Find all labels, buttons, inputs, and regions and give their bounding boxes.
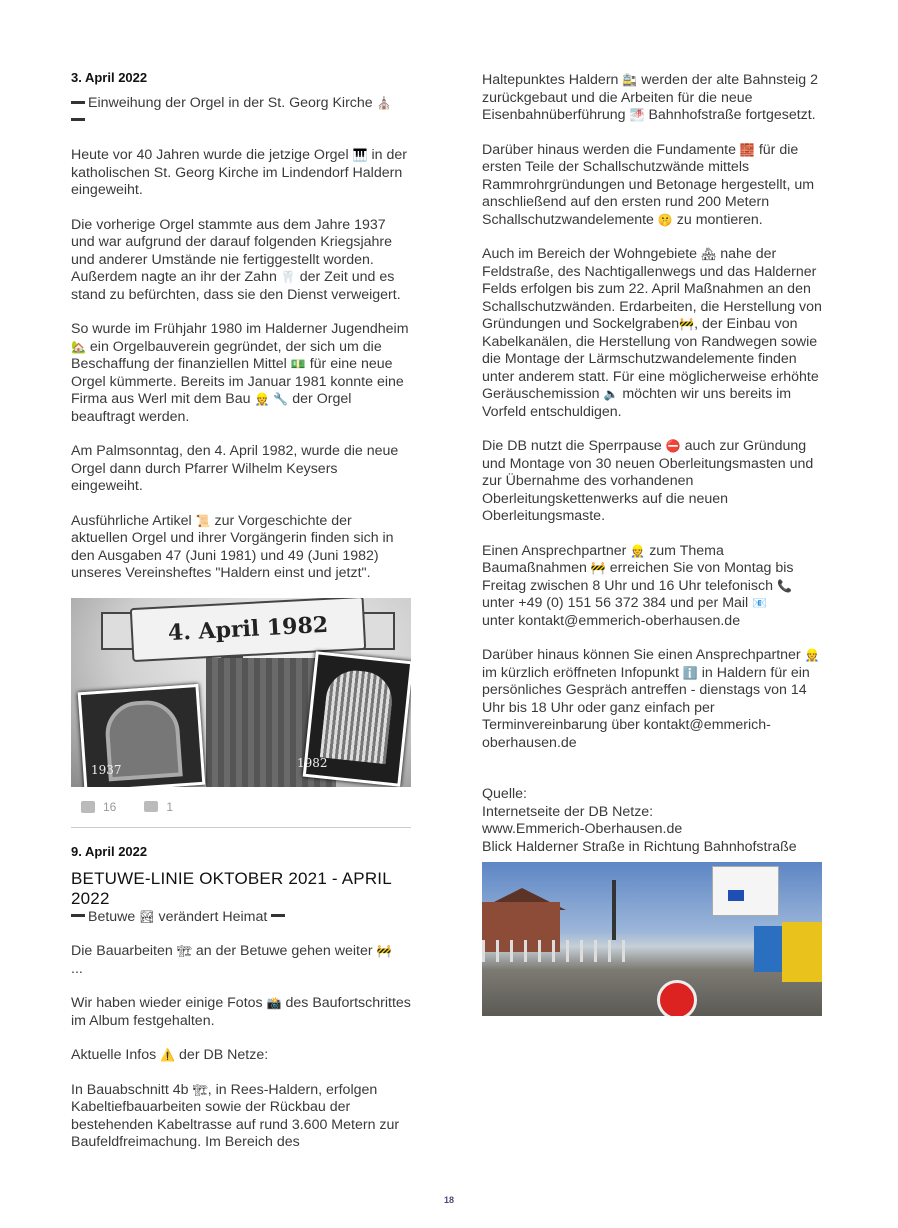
crane-icon: 🏗 <box>176 944 192 958</box>
warning-icon: ⚠️ <box>160 1048 176 1062</box>
organ-paragraph-5: Ausführliche Artikel 📜 zur Vorgeschichte der aktuellen Orgel und ihrer Vorgängerin finden sich in den Ausgaben 47 (Juni 1981) und 49 (Juni 1982) unseres Vereinsheftes "Haldern einst und jetzt". <box>71 512 394 581</box>
no-entry-icon: ⛔ <box>665 439 681 453</box>
organ-paragraph-2: Die vorherige Orgel stammte aus dem Jahre 1937 und war aufgrund der darauf folgenden Kriegsjahre und anderer Umstände nie fertiggestellt worden. Außerdem nagte an ihr der Zahn 🦷 der Zeit und es stand zu befürchten, dass sie den Dienst verweigert. <box>71 216 401 303</box>
houses-icon: 🏘 <box>701 247 717 261</box>
organ-collage-image[interactable] <box>71 598 411 787</box>
collage-year-left: 1937 <box>91 762 122 777</box>
dash-icon <box>71 118 85 121</box>
right-column <box>482 72 824 1016</box>
shush-icon: 🤫 <box>657 212 673 227</box>
contact-email: unter kontakt@emmerich-oberhausen.de <box>482 612 741 629</box>
bridge-icon: 🌁 <box>629 108 645 122</box>
betuwe-paragraph-3: Aktuelle Infos ⚠️ der DB Netze: <box>71 1047 269 1063</box>
organ-intro: Einweihung der Orgel in der St. Georg Kirche ⛪ <box>71 95 411 130</box>
right-paragraph-5: Einen Ansprechpartner 👷 zum Thema Baumaßnahmen 🚧 erreichen Sie von Montag bis Freitag zwischen 8 Uhr und 16 Uhr telefonisch 📞 unter +49 (0) 151 56 372 384 und per Mail 📧 unter kontakt@emmerich-oberhausen.de <box>482 542 794 629</box>
worker-icon: 👷 <box>630 543 646 558</box>
collage-banner: 4. April 1982 <box>130 598 367 662</box>
speaker-icon: 🔈 <box>603 387 619 401</box>
money-icon: 💵 <box>290 357 306 371</box>
worker-icon: 👷 <box>254 392 270 406</box>
house-icon: 🏡 <box>71 339 86 354</box>
right-paragraph-4: Die DB nutzt die Sperrpause ⛔ auch zur Gründung und Montage von 30 neuen Oberleitungsmasten und zur Übernahme des vorhandenen Oberleitungskettenwerks auf die neuen Oberleitungsmaste. <box>482 438 814 524</box>
construction-photo[interactable] <box>482 862 822 1016</box>
betuwe-headline: BETUWE-LINIE OKTOBER 2021 - APRIL 2022 <box>71 868 392 908</box>
right-paragraph-6: Darüber hinaus können Sie einen Ansprechpartner 👷 im kürzlich eröffneten Infopunkt ℹ️ in Haldern für ein persönliches Gespräch antreffen - dienstags von 14 Uhr bis 18 Uhr oder ganz einfach per Terminvereinbarung über kontakt@emmerich-oberhausen.de <box>482 647 820 751</box>
keyboard-icon: 🎹 <box>352 148 368 162</box>
wrench-icon: 🔧 <box>273 392 289 406</box>
reactions-bar <box>71 787 411 828</box>
scroll-icon: 📜 <box>195 513 211 528</box>
construction-icon: 🚧 <box>590 561 606 575</box>
comment-count: 1 <box>166 799 174 814</box>
construction-icon: 🚧 <box>376 944 392 958</box>
info-icon: ℹ️ <box>682 665 698 680</box>
betuwe-subtitle: Betuwe 🏞 verändert Heimat <box>71 909 411 927</box>
station-icon: 🚉 <box>622 73 638 87</box>
comment-icon[interactable] <box>144 801 158 812</box>
thumbs-up-icon[interactable] <box>81 801 95 813</box>
worker-icon: 👷 <box>804 648 820 662</box>
organ-paragraph-1: Heute vor 40 Jahren wurde die jetzige Orgel 🎹 in der katholischen St. Georg Kirche im Lindendorf Haldern eingeweiht. <box>71 147 407 198</box>
post-date-1: 3. April 2022 <box>71 70 148 85</box>
left-column <box>71 70 411 1169</box>
church-icon: ⛪ <box>376 96 392 110</box>
right-paragraph-2: Darüber hinaus werden die Fundamente 🧱 für die ersten Teile der Schallschutzwände mittels Rammrohrgründungen und Betonage hergestellt, um anschließend auf den ersten rund 200 Metern Schallschutzwandelemente 🤫 zu montieren. <box>482 141 815 228</box>
dash-icon <box>71 101 85 104</box>
dash-icon <box>271 914 285 917</box>
post-date-2: 9. April 2022 <box>71 843 148 859</box>
source-block: Quelle: Internetseite der DB Netze: www.Emmerich-Oberhausen.de Blick Halderner Straße in Richtung Bahnhofstraße <box>482 786 797 855</box>
tooth-icon: 🦷 <box>280 270 296 284</box>
landscape-icon: 🏞 <box>139 909 155 924</box>
collage-year-right: 1982 <box>297 755 328 770</box>
right-paragraph-1: Haltepunktes Haldern 🚉 werden der alte Bahnsteig 2 zurückgebaut und die Arbeiten für die neue Eisenbahnüberführung 🌁 Bahnhofstraße fortgesetzt. <box>482 72 818 123</box>
construction-icon: 🚧 <box>679 317 695 331</box>
crane-icon: 🏗 <box>192 1082 208 1097</box>
brick-icon: 🧱 <box>739 142 755 157</box>
phone-icon: 📞 <box>776 578 792 593</box>
page-number: 18 <box>443 1195 454 1205</box>
dash-icon <box>71 914 85 917</box>
mail-icon: 📧 <box>752 596 768 610</box>
camera-icon: 📸 <box>266 996 282 1010</box>
betuwe-paragraph-4: In Bauabschnitt 4b 🏗, in Rees-Haldern, erfolgen Kabeltiefbauarbeiten sowie der Rückbau der bestehenden Kabeltrasse auf rund 3.600 Metern zur Baufeldfreimachung. Im Bereich des <box>71 1081 400 1150</box>
like-count: 16 <box>103 799 117 814</box>
betuwe-paragraph-2: Wir haben wieder einige Fotos 📸 des Baufortschrittes im Album festgehalten. <box>71 995 411 1029</box>
right-paragraph-3: Auch im Bereich der Wohngebiete 🏘 nahe der Feldstraße, des Nachtigallenwegs und das Halderner Felds erfolgen bis zum 22. April Maßnahmen an den Schallschutzwänden. Erdarbeiten, die Herstellung von Gründungen und Sockelgraben🚧, der Einbau von Kabelkanälen, die Herstellung von Randwegen sowie die Montage der Lärmschutzwandelemente finden unter anderem statt. Für eine möglicherweise erhöhte Geräuschemission 🔈 möchten wir uns bereits im Vorfeld entschuldigen. <box>482 246 822 420</box>
organ-paragraph-3: So wurde im Frühjahr 1980 im Halderner Jugendheim 🏡 ein Orgelbauverein gegründet, der sich um die Beschaffung der finanziellen Mittel 💵 für eine neue Orgel kümmerte. Bereits im Januar 1981 konnte eine Firma aus Werl mit dem Bau 👷 🔧 der Orgel beauftragt werden. <box>71 321 409 425</box>
organ-paragraph-4: Am Palmsonntag, den 4. April 1982, wurde die neue Orgel dann durch Pfarrer Wilhelm Keysers eingeweiht. <box>71 443 399 494</box>
betuwe-paragraph-1: Die Bauarbeiten 🏗 an der Betuwe gehen weiter 🚧 ... <box>71 943 392 977</box>
